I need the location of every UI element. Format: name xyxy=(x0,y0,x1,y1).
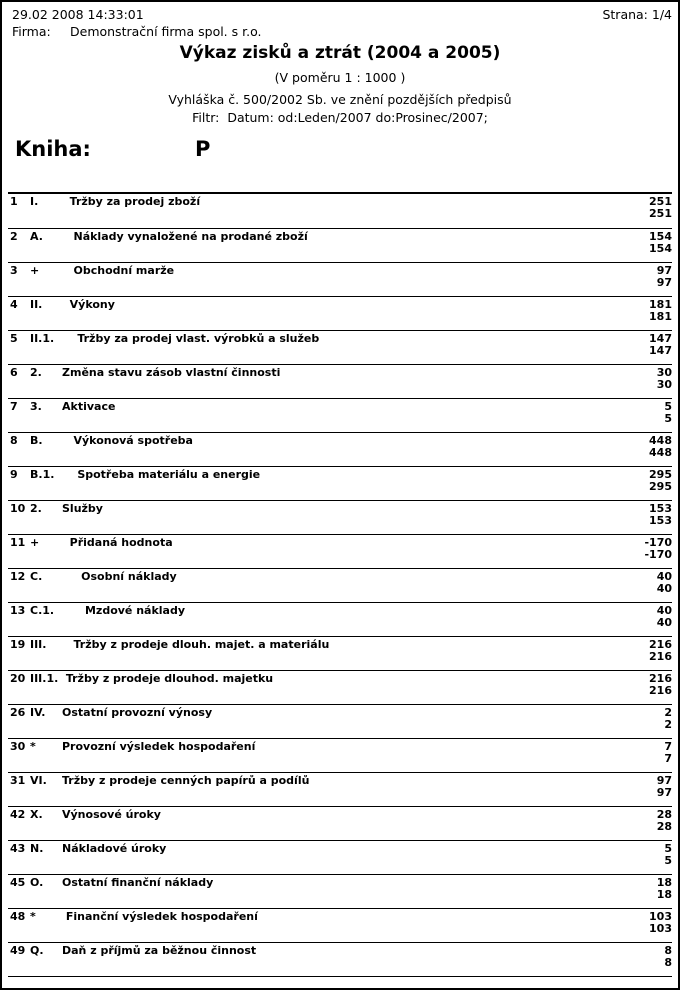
row-value-current: 103 xyxy=(649,910,672,923)
row-number: 7 xyxy=(10,400,18,413)
row-label: Výkony xyxy=(62,299,115,311)
row-number: 42 xyxy=(10,808,26,821)
row-number: 19 xyxy=(10,638,26,651)
row-label: Osobní náklady xyxy=(62,571,177,583)
row-value-current: 251 xyxy=(649,195,672,208)
regulation-note: Vyhláška č. 500/2002 Sb. ve znění pozdějších předpisů xyxy=(168,92,512,107)
ratio-note: (V poměru 1 : 1000 ) xyxy=(274,70,406,85)
table-row xyxy=(8,908,672,942)
row-number: 11 xyxy=(10,536,26,549)
row-label: Daň z příjmů za běžnou činnost xyxy=(62,945,257,957)
row-main-line xyxy=(8,809,672,821)
row-label: Spotřeba materiálu a energie xyxy=(62,469,261,481)
row-label: Změna stavu zásob vlastní činnosti xyxy=(62,367,281,379)
row-label: Ostatní provozní výnosy xyxy=(62,707,213,719)
table-row xyxy=(8,602,672,636)
row-label: Služby xyxy=(62,503,103,515)
table-row xyxy=(8,568,672,602)
book-label: Kniha: xyxy=(15,137,91,161)
row-label: Mzdové náklady xyxy=(62,605,186,617)
row-code: II.1. xyxy=(30,332,55,345)
row-code: I. xyxy=(30,195,39,208)
row-label: Tržby za prodej zboží xyxy=(62,196,201,208)
row-value-previous: 153 xyxy=(649,514,672,527)
row-value-previous: -170 xyxy=(644,548,672,561)
table-row xyxy=(8,670,672,704)
table-row xyxy=(8,874,672,908)
row-code: 2. xyxy=(30,502,42,515)
table-row xyxy=(8,466,672,500)
row-main-line xyxy=(8,775,672,787)
row-number: 2 xyxy=(10,230,18,243)
row-main-line xyxy=(8,639,672,651)
row-value-previous: 30 xyxy=(656,378,672,391)
row-value-current: 216 xyxy=(649,638,672,651)
row-value-current: 97 xyxy=(656,264,672,277)
table-row xyxy=(8,364,672,398)
row-value-previous: 181 xyxy=(649,310,672,323)
row-number: 6 xyxy=(10,366,18,379)
row-value-previous: 216 xyxy=(649,684,672,697)
row-value-previous: 8 xyxy=(664,956,672,969)
row-code: A. xyxy=(30,230,43,243)
row-value-current: 153 xyxy=(649,502,672,515)
row-value-current: 40 xyxy=(656,570,672,583)
row-code: Q. xyxy=(30,944,44,957)
row-value-previous: 2 xyxy=(664,718,672,731)
row-value-previous: 448 xyxy=(649,446,672,459)
row-value-current: 448 xyxy=(649,434,672,447)
row-code: C.1. xyxy=(30,604,55,617)
row-main-line xyxy=(8,537,672,549)
row-value-current: 5 xyxy=(664,842,672,855)
table-row xyxy=(8,330,672,364)
row-label: Tržby z prodeje cenných papírů a podílů xyxy=(62,775,310,787)
table-row xyxy=(8,738,672,772)
row-main-line xyxy=(8,571,672,583)
table-row xyxy=(8,942,672,976)
row-label: Výkonová spotřeba xyxy=(62,435,193,447)
row-value-current: 97 xyxy=(656,774,672,787)
row-value-current: 40 xyxy=(656,604,672,617)
row-value-current: 154 xyxy=(649,230,672,243)
row-main-line xyxy=(8,401,672,413)
row-number: 26 xyxy=(10,706,26,719)
row-value-previous: 154 xyxy=(649,242,672,255)
company-label: Firma: xyxy=(12,24,51,39)
table-row xyxy=(8,500,672,534)
row-main-line xyxy=(8,605,672,617)
row-number: 13 xyxy=(10,604,26,617)
row-number: 1 xyxy=(10,195,18,208)
table-row xyxy=(8,534,672,568)
report-header xyxy=(2,2,678,192)
row-label: Aktivace xyxy=(62,401,116,413)
filter-note: Filtr: Datum: od:Leden/2007 do:Prosinec/2007; xyxy=(192,110,488,125)
row-value-current: 216 xyxy=(649,672,672,685)
row-code: + xyxy=(30,264,40,277)
row-value-current: 181 xyxy=(649,298,672,311)
row-value-previous: 5 xyxy=(664,854,672,867)
row-label: Ostatní finanční náklady xyxy=(62,877,214,889)
table-row xyxy=(8,398,672,432)
row-value-current: 295 xyxy=(649,468,672,481)
table-row xyxy=(8,432,672,466)
row-main-line xyxy=(8,299,672,311)
table-row xyxy=(8,194,672,228)
row-code: X. xyxy=(30,808,43,821)
book-value: P xyxy=(194,137,211,161)
row-value-current: 8 xyxy=(664,944,672,957)
row-value-previous: 147 xyxy=(649,344,672,357)
row-code: * xyxy=(30,740,36,753)
row-code: 2. xyxy=(30,366,42,379)
row-main-line xyxy=(8,707,672,719)
table-row xyxy=(8,772,672,806)
row-value-previous: 28 xyxy=(656,820,672,833)
row-main-line xyxy=(8,435,672,447)
row-number: 8 xyxy=(10,434,18,447)
row-value-current: 5 xyxy=(664,400,672,413)
row-value-previous: 97 xyxy=(656,786,672,799)
row-code: C. xyxy=(30,570,43,583)
row-number: 10 xyxy=(10,502,26,515)
page-number: Strana: 1/4 xyxy=(602,7,672,22)
row-value-previous: 97 xyxy=(656,276,672,289)
row-label: Provozní výsledek hospodaření xyxy=(62,741,256,753)
row-label: Finanční výsledek hospodaření xyxy=(62,911,258,923)
row-value-previous: 18 xyxy=(656,888,672,901)
row-main-line xyxy=(8,265,672,277)
row-value-previous: 251 xyxy=(649,207,672,220)
row-main-line xyxy=(8,503,672,515)
row-main-line xyxy=(8,673,672,685)
print-timestamp: 29.02 2008 14:33:01 xyxy=(12,7,144,22)
row-main-line xyxy=(8,231,672,243)
row-number: 43 xyxy=(10,842,26,855)
table-row xyxy=(8,704,672,738)
row-code: B.1. xyxy=(30,468,55,481)
row-number: 3 xyxy=(10,264,18,277)
row-code: III.1. xyxy=(30,672,59,685)
row-main-line xyxy=(8,877,672,889)
row-value-previous: 5 xyxy=(664,412,672,425)
row-code: N. xyxy=(30,842,44,855)
row-value-current: 2 xyxy=(664,706,672,719)
table-row xyxy=(8,296,672,330)
row-code: O. xyxy=(30,876,44,889)
company-row xyxy=(2,22,678,39)
row-code: VI. xyxy=(30,774,47,787)
table-row xyxy=(8,840,672,874)
table-row xyxy=(8,262,672,296)
row-value-previous: 295 xyxy=(649,480,672,493)
row-label: Nákladové úroky xyxy=(62,843,167,855)
row-number: 4 xyxy=(10,298,18,311)
row-number: 31 xyxy=(10,774,26,787)
row-value-previous: 40 xyxy=(656,616,672,629)
table-row xyxy=(8,228,672,262)
row-code: II. xyxy=(30,298,43,311)
row-code: + xyxy=(30,536,40,549)
row-label: Přidaná hodnota xyxy=(62,537,173,549)
row-value-previous: 7 xyxy=(664,752,672,765)
row-code: B. xyxy=(30,434,43,447)
row-code: IV. xyxy=(30,706,46,719)
row-label: Obchodní marže xyxy=(62,265,175,277)
row-main-line xyxy=(8,196,672,208)
row-value-current: 7 xyxy=(664,740,672,753)
row-value-current: 30 xyxy=(656,366,672,379)
row-main-line xyxy=(8,333,672,345)
row-main-line xyxy=(8,741,672,753)
row-value-current: 28 xyxy=(656,808,672,821)
row-code: 3. xyxy=(30,400,42,413)
table-row xyxy=(8,806,672,840)
row-number: 30 xyxy=(10,740,26,753)
book-row xyxy=(2,137,678,161)
row-number: 9 xyxy=(10,468,18,481)
row-main-line xyxy=(8,469,672,481)
table-row xyxy=(8,636,672,670)
row-number: 48 xyxy=(10,910,26,923)
row-value-previous: 103 xyxy=(649,922,672,935)
report-table xyxy=(8,192,672,977)
row-code: III. xyxy=(30,638,47,651)
row-number: 12 xyxy=(10,570,26,583)
row-label: Náklady vynaložené na prodané zboží xyxy=(62,231,308,243)
row-label: Výnosové úroky xyxy=(62,809,161,821)
row-number: 20 xyxy=(10,672,26,685)
row-number: 5 xyxy=(10,332,18,345)
report-title: Výkaz zisků a ztrát (2004 a 2005) xyxy=(179,43,501,63)
row-number: 45 xyxy=(10,876,26,889)
row-label: Tržby z prodeje dlouh. majet. a materiálu xyxy=(62,639,330,651)
row-main-line xyxy=(8,911,672,923)
row-value-current: 147 xyxy=(649,332,672,345)
row-main-line xyxy=(8,843,672,855)
row-value-current: 18 xyxy=(656,876,672,889)
company-name: Demonstrační firma spol. s r.o. xyxy=(70,24,262,39)
row-number: 49 xyxy=(10,944,26,957)
row-main-line xyxy=(8,367,672,379)
row-main-line xyxy=(8,945,672,957)
row-label: Tržby z prodeje dlouhod. majetku xyxy=(62,673,274,685)
row-value-previous: 40 xyxy=(656,582,672,595)
row-value-previous: 216 xyxy=(649,650,672,663)
row-value-current: -170 xyxy=(644,536,672,549)
header-top-row xyxy=(2,2,678,22)
row-label: Tržby za prodej vlast. výrobků a služeb xyxy=(62,333,320,345)
row-code: * xyxy=(30,910,36,923)
